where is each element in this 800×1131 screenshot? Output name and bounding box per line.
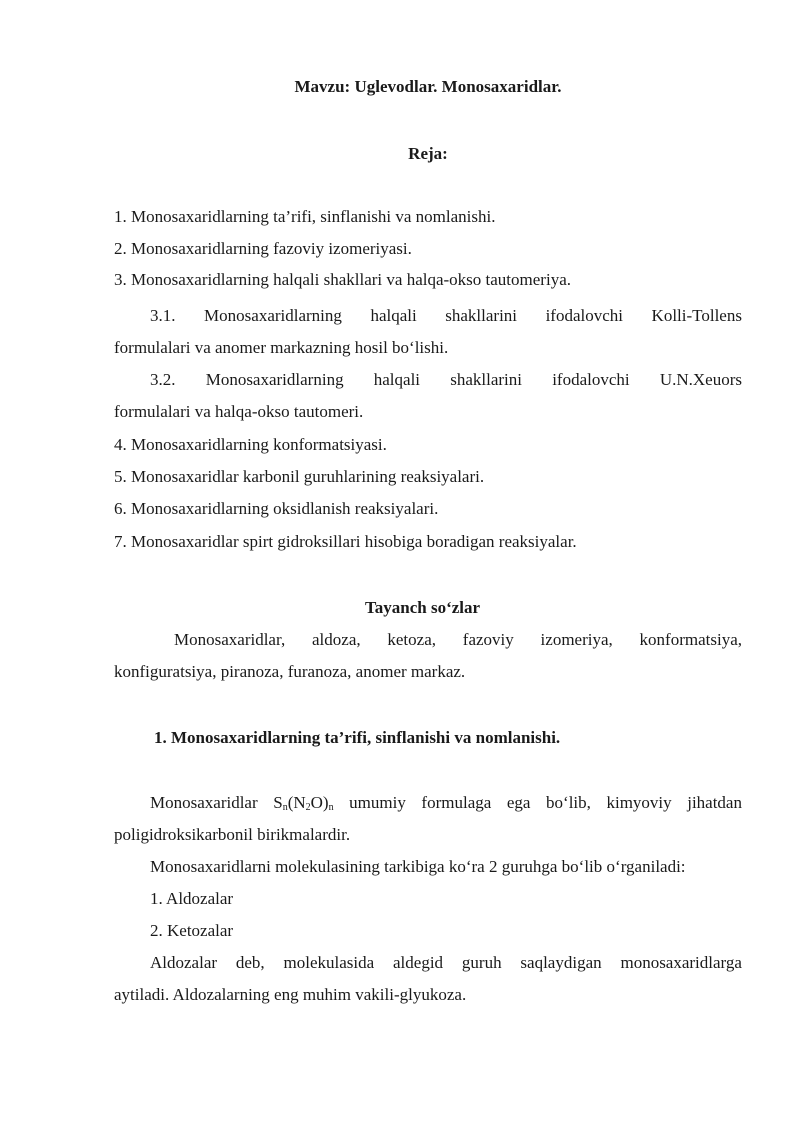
plan-heading: Reja: — [408, 144, 448, 163]
word: halqali — [370, 306, 417, 325]
word: saqlaydigan — [520, 953, 602, 972]
formula: $S_n(N_2O)_n$ — [273, 793, 334, 813]
word: deb, — [235, 953, 265, 972]
section-1-heading: 1. Monosaxaridlarning ta’rifi, sinflanishi va nomlanishi. — [154, 728, 561, 747]
section-1-paragraph-1 — [150, 792, 742, 814]
word: shakllarini — [450, 370, 522, 389]
word: Kolli-Tollens — [651, 306, 742, 325]
section-1-list-item-2: 2. Ketozalar — [150, 921, 234, 940]
section-1-list-item-1: 1. Aldozalar — [150, 889, 234, 908]
word: umumiy — [349, 793, 406, 812]
word: Aldozalar — [150, 953, 218, 972]
plan-item-3-1-continuation: formulalari va anomer markazning hosil bo‘lishi. — [114, 338, 449, 357]
word: bo‘lib, — [546, 793, 591, 812]
word: shakllarini — [445, 306, 518, 325]
plan-item-7: 7. Monosaxaridlar spirt gidroksillari hisobiga boradigan reaksiyalar. — [114, 532, 577, 551]
word: Monosaxaridlar — [150, 793, 258, 812]
plan-item-3: 3. Monosaxaridlarning halqali shakllari va halqa-okso tautomeriya. — [114, 270, 571, 289]
word: jihatdan — [687, 793, 742, 812]
word: U.N.Xeuors — [659, 370, 742, 389]
word: kimyoviy — [606, 793, 672, 812]
word: halqali — [373, 370, 421, 389]
plan-item-6: 6. Monosaxaridlarning oksidlanish reaksiyalari. — [114, 499, 439, 518]
word: ifodalovchi — [552, 370, 630, 389]
document-title: Mavzu: Uglevodlar. Monosaxaridlar. — [294, 77, 562, 96]
section-1-paragraph-1-continuation: poligidroksikarbonil birikmalardir. — [114, 825, 351, 844]
word: guruh — [461, 953, 502, 972]
section-1-paragraph-3 — [150, 952, 742, 974]
keyword: Monosaxaridlar, — [174, 630, 286, 649]
plan-item-5: 5. Monosaxaridlar karbonil guruhlarining reaksiyalari. — [114, 467, 485, 486]
keyword: izomeriya, — [540, 630, 613, 649]
keyword: aldoza, — [312, 630, 361, 649]
keywords-heading: Tayanch so‘zlar — [365, 598, 481, 617]
word: 3.1. — [150, 306, 176, 325]
plan-item-3-2 — [150, 369, 742, 391]
word: formulaga — [421, 793, 492, 812]
plan-item-1: 1. Monosaxaridlarning ta’rifi, sinflanishi va nomlanishi. — [114, 207, 496, 226]
word: ifodalovchi — [545, 306, 623, 325]
word: aldegid — [393, 953, 444, 972]
word: Monosaxaridlarning — [204, 306, 342, 325]
plan-item-3-2-continuation: formulalari va halqa-okso tautomeri. — [114, 402, 364, 421]
word: molekulasida — [283, 953, 375, 972]
keyword: ketoza, — [387, 630, 436, 649]
plan-item-4: 4. Monosaxaridlarning konformatsiyasi. — [114, 435, 387, 454]
section-1-paragraph-2: Monosaxaridlarni molekulasining tarkibiga ko‘ra 2 guruhga bo‘lib o‘rganiladi: — [150, 857, 686, 876]
word: ega — [506, 793, 531, 812]
keyword: konformatsiya, — [639, 630, 742, 649]
keywords-line-1 — [174, 629, 742, 651]
plan-item-3-1 — [150, 305, 742, 327]
word: Monosaxaridlarning — [205, 370, 344, 389]
keyword: fazoviy — [462, 630, 514, 649]
section-1-paragraph-3-continuation: aytiladi. Aldozalarning eng muhim vakili-glyukoza. — [114, 985, 467, 1004]
plan-item-2: 2. Monosaxaridlarning fazoviy izomeriyasi. — [114, 239, 412, 258]
word: 3.2. — [150, 370, 176, 389]
keywords-line-2: konfiguratsiya, piranoza, furanoza, anomer markaz. — [114, 662, 466, 681]
word: monosaxaridlarga — [620, 953, 742, 972]
